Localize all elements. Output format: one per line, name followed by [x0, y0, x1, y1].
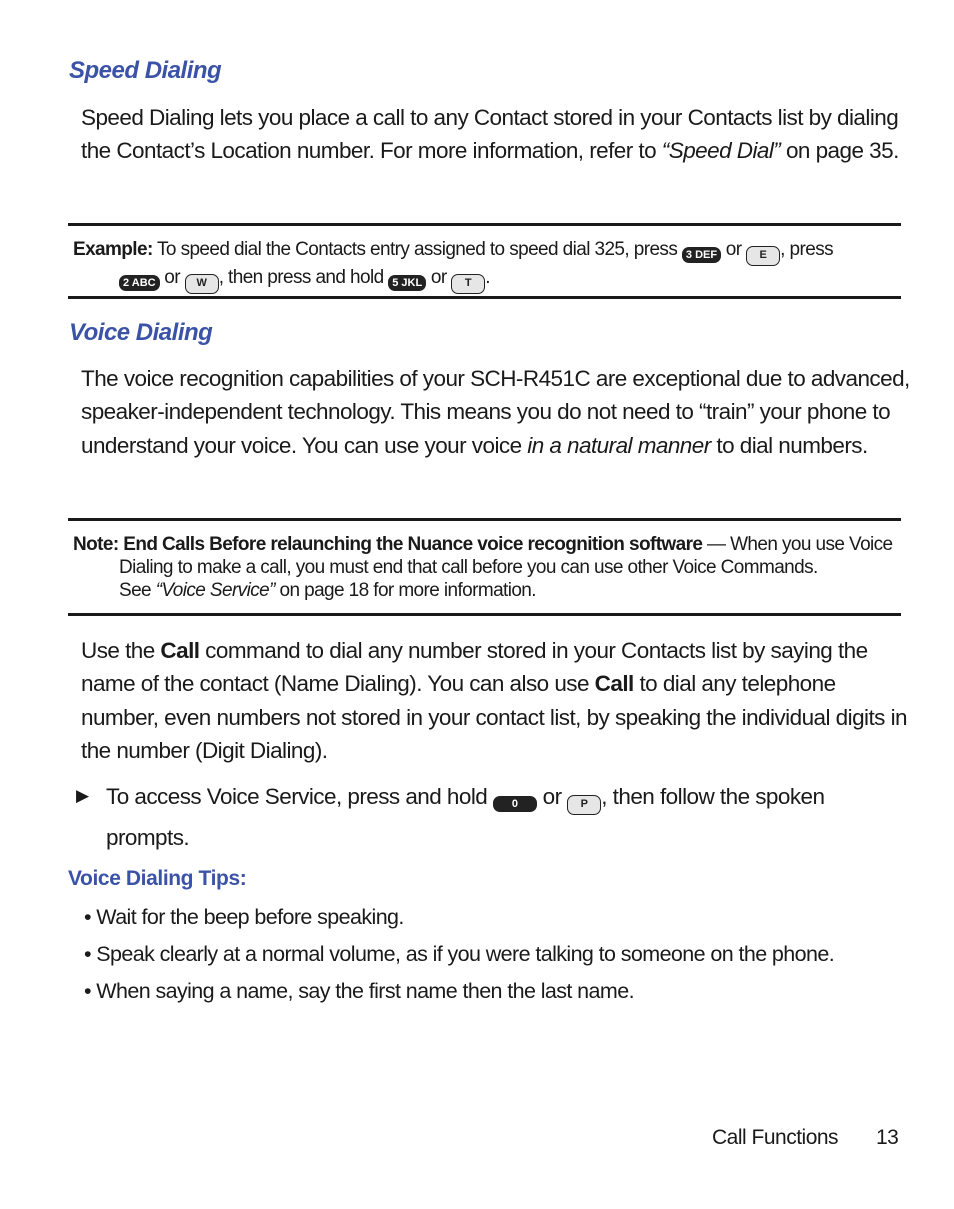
note-label: Note:: [73, 534, 119, 555]
speed-dialing-heading: Speed Dialing: [69, 57, 222, 84]
speed-dial-reference[interactable]: “Speed Dial”: [661, 138, 781, 164]
divider: [68, 296, 901, 299]
voice-dialing-paragraph: The voice recognition capabilities of your SCH-R451C are exceptional due to advanced, speaker-independent technology. This means you do not need to “train” your phone to understand your voice. You can use your voice in a natural manner to dial numbers.: [81, 366, 910, 458]
key-5-jkl-icon: 5 JKL: [388, 275, 426, 291]
divider: [68, 613, 901, 616]
key-e-icon: E: [746, 246, 780, 266]
tip-item: • Wait for the beep before speaking.: [84, 905, 404, 929]
tip-item: • Speak clearly at a normal volume, as if you were talking to someone on the phone.: [84, 942, 835, 966]
note-box: Note: End Calls Before relaunching the Nuance voice recognition software — When you use Voice Dialing to make a call, you must end that call before you can use other Voice Commands. See “Voice Service” on page 18 for more information.: [73, 534, 893, 601]
voice-service-reference[interactable]: “Voice Service”: [155, 580, 275, 601]
key-p-icon: P: [567, 795, 601, 815]
key-w-icon: W: [185, 274, 219, 294]
key-2-abc-icon: 2 ABC: [119, 275, 160, 291]
speed-dialing-paragraph: Speed Dialing lets you place a call to any Contact stored in your Contacts list by dialing the Contact’s Location number. For more information, refer to “Speed Dial” on page 35.: [81, 105, 899, 164]
key-3-def-icon: 3 DEF: [682, 247, 721, 263]
key-t-icon: T: [451, 274, 485, 294]
example-box: Example: To speed dial the Contacts entry assigned to speed dial 325, press 3 DEF or E , press 2 ABC or W , then press and hold 5 JKL or T .: [73, 238, 903, 294]
tip-item: • When saying a name, say the first name then the last name.: [84, 979, 634, 1003]
call-command-paragraph: Use the Call command to dial any number stored in your Contacts list by saying the name of the contact (Name Dialing). You can also use Call to dial any telephone number, even numbers not stored in your contact list, by speaking the individual digits in the number (Digit Dialing).: [81, 638, 907, 764]
divider: [68, 518, 901, 521]
voice-dialing-tips-heading: Voice Dialing Tips:: [68, 867, 247, 890]
example-label: Example:: [73, 239, 153, 260]
footer-section-title: Call Functions: [712, 1126, 839, 1149]
key-0-voice-icon: 0: [493, 796, 537, 812]
page-number: 13: [876, 1126, 899, 1149]
voice-service-step: To access Voice Service, press and hold 0 or P , then follow the spoken prompts.: [106, 784, 825, 850]
voice-dialing-heading: Voice Dialing: [69, 319, 213, 346]
divider: [68, 223, 901, 226]
step-arrow-icon: ▶: [76, 786, 90, 805]
